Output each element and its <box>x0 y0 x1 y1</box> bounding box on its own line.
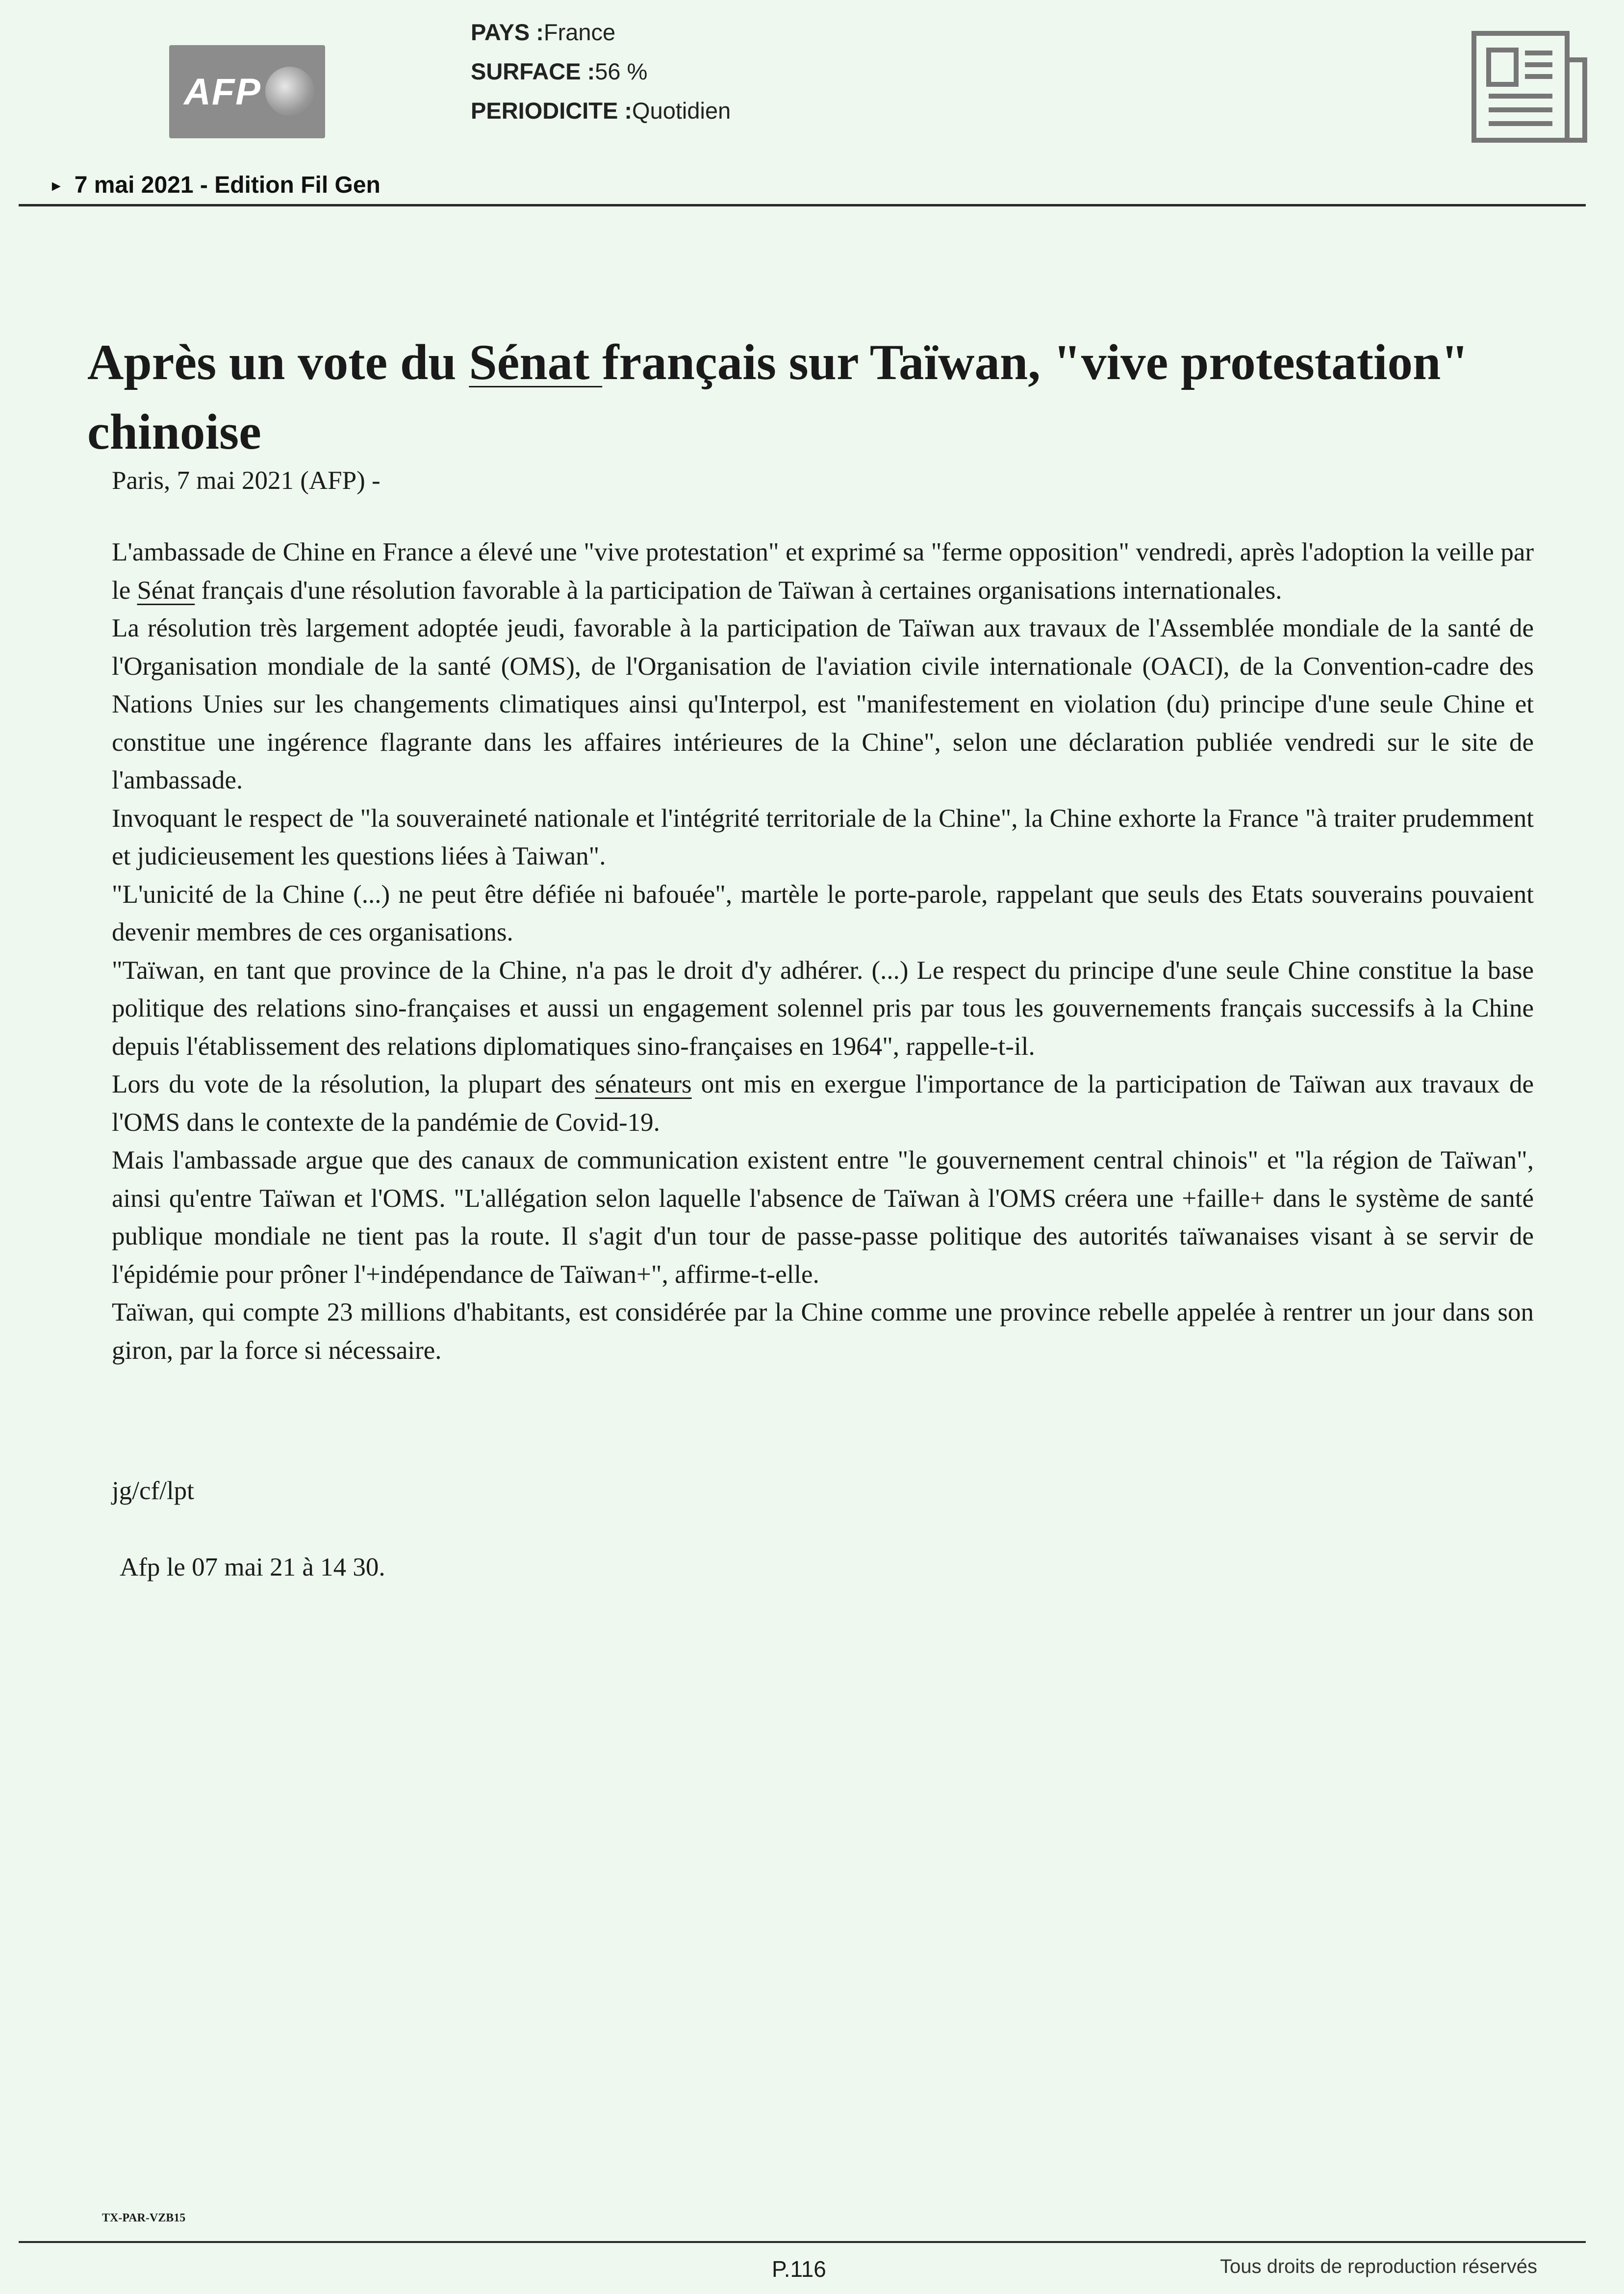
p6-underlined: sénateurs <box>595 1070 692 1098</box>
paragraph-3: Invoquant le respect de "la souveraineté nationale et l'intégrité territoriale de la Chine", la Chine exhorte la France "à traiter prudemment et judicieusement les questions liées à Taiwan". <box>112 804 1534 870</box>
paragraph-1 <box>112 534 1534 610</box>
paragraph-7: Mais l'ambassade argue que des canaux de communication existent entre "le gouvernement central chinois" et "la région de Taïwan", ainsi qu'entre Taïwan et l'OMS. "L'allégation selon laquelle l'absence de Taïwan à l'OMS créera une +faille+ dans le système de santé publique mondiale ne tient pas la route. Il s'agit d'un tour de passe-passe politique des autorités taïwanaises visant à se servir de l'épidémie pour prôner l'+indépendance de Taïwan+", affirme-t-elle. <box>112 1146 1534 1289</box>
meta-periodicite <box>471 97 731 124</box>
paragraph-8: Taïwan, qui compte 23 millions d'habitants, est considérée par la Chine comme une province rebelle appelée à rentrer un jour dans son giron, par la force si nécessaire. <box>112 1298 1534 1365</box>
newspaper-icon <box>1471 30 1589 143</box>
article-title <box>87 328 1509 467</box>
paragraph-2: La résolution très largement adoptée jeudi, favorable à la participation de Taïwan aux travaux de l'Assemblée mondiale de la santé de l'Organisation mondiale de la santé (OMS), de l'Organisation de l'aviation civile internationale (OACI), de la Convention-cadre des Nations Unies sur les changements climatiques ainsi qu'Interpol, est "manifestement en violation (du) principe d'une seule Chine et constitue une ingérence flagrante dans les affaires intérieures de la Chine", selon une déclaration publiée vendredi sur le site de l'ambassade. <box>112 614 1534 794</box>
page-number: P.116 <box>772 2256 826 2282</box>
paragraph-4: "L'unicité de la Chine (...) ne peut être défiée ni bafouée", martèle le porte-parole, rappelant que seuls des Etats souverains pouvaient devenir membres de ces organisations. <box>112 880 1534 946</box>
surface-value: 56 % <box>595 58 648 84</box>
pays-value: France <box>543 19 616 45</box>
title-part1: Après un vote du <box>87 334 469 390</box>
dispatch-time: Afp le 07 mai 21 à 14 30. <box>120 1553 385 1581</box>
footer-divider <box>19 2241 1586 2243</box>
paragraph-6 <box>112 1066 1534 1142</box>
reference-code: TX-PAR-VZB15 <box>102 2212 186 2224</box>
dateline: Paris, 7 mai 2021 (AFP) - <box>112 466 381 495</box>
author-signature: jg/cf/lpt <box>112 1477 194 1505</box>
p6-text-a: Lors du vote de la résolution, la plupart des <box>112 1070 595 1098</box>
periodicite-value: Quotidien <box>632 98 731 124</box>
paragraph-5: "Taïwan, en tant que province de la Chine, n'a pas le droit d'y adhérer. (...) Le respect du principe d'une seule Chine constitue la base politique des relations sino-françaises et aussi un engagement solennel pris par tous les gouvernements français successifs à la Chine depuis l'établissement des relations diplomatiques sino-françaises en 1964", rappelle-t-il. <box>112 956 1534 1061</box>
afp-logo <box>169 45 325 138</box>
p1-underlined: Sénat <box>137 576 195 605</box>
periodicite-label: PERIODICITE : <box>471 98 633 124</box>
logo-text: AFP <box>184 71 261 113</box>
p1-text-b: français d'une résolution favorable à la participation de Taïwan à certaines organisations internationales. <box>195 576 1282 605</box>
meta-pays <box>471 19 615 46</box>
pays-label: PAYS : <box>471 19 544 45</box>
edition-text: 7 mai 2021 - Edition Fil Gen <box>74 172 381 198</box>
header-divider <box>19 204 1586 206</box>
rights-notice: Tous droits de reproduction réservés <box>1220 2256 1537 2277</box>
globe-icon <box>265 67 314 116</box>
edition-line <box>49 172 381 199</box>
title-underlined: Sénat <box>469 334 603 390</box>
arrow-right-icon: ► <box>49 178 64 195</box>
p1-text-a: L'ambassade de Chine en France a élevé une "vive protestation" et exprimé sa "ferme opposition" vendredi, après l'adoption la veille par le <box>112 538 1534 605</box>
article-body <box>112 534 1534 1370</box>
p6-text-b: ont mis en exergue l'importance de la participation de Taïwan aux travaux de l'OMS dans le contexte de la pandémie de Covid-19. <box>112 1070 1534 1137</box>
meta-surface <box>471 58 647 85</box>
title-part2: français sur Taïwan, "vive protestation" chinoise <box>87 334 1469 460</box>
surface-label: SURFACE : <box>471 58 595 84</box>
